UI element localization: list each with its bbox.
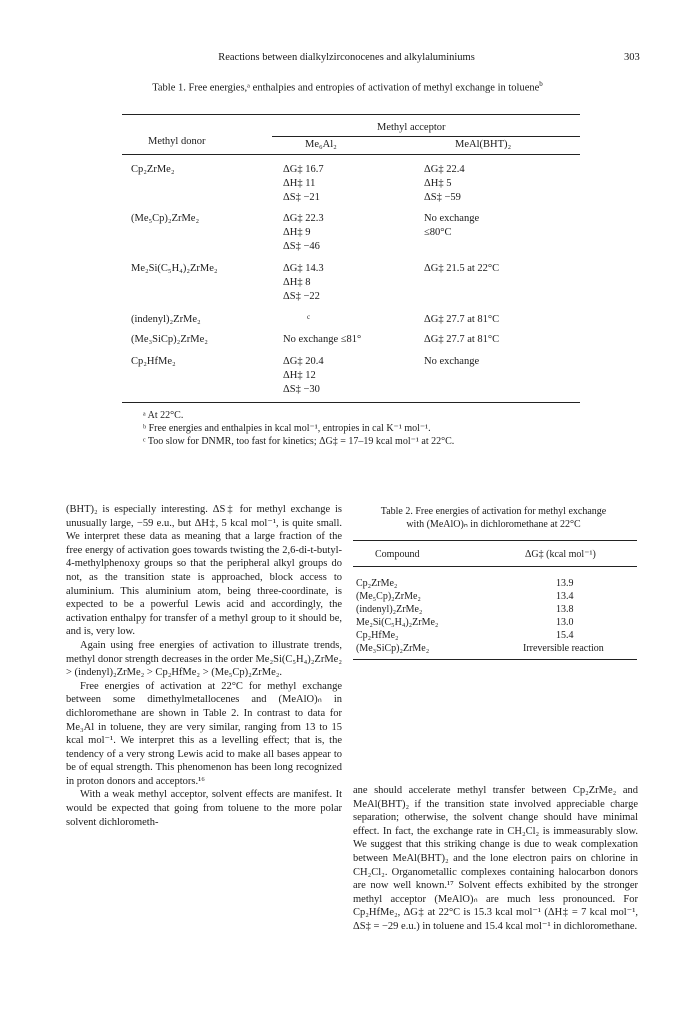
table1-footnotes	[143, 409, 583, 448]
table2-row4-value: 13.0	[556, 617, 574, 628]
table1-bottom-rule	[122, 402, 580, 403]
table1-row6-me6al2-dh: ΔH‡ 12	[283, 370, 316, 381]
table1-row6-me6al2-ds: ΔS‡ −30	[283, 384, 320, 395]
table2-row2-value: 13.4	[556, 591, 574, 602]
table1-row4-donor: (indenyl)₂ZrMe₂	[131, 314, 201, 325]
table1-row2-donor: (Me₅Cp)₂ZrMe₂	[131, 213, 200, 224]
left-column	[66, 503, 342, 829]
table2-header-rule	[353, 566, 637, 567]
table1-row2-bht-line2: ≤80°C	[424, 227, 452, 238]
right-column	[353, 784, 638, 934]
table1-row5-me6al2: No exchange ≤81°	[283, 334, 362, 345]
table1-footnote-b: ᵇ Free energies and enthalpies in kcal mol⁻¹, entropies in cal K⁻¹ mol⁻¹.	[143, 423, 431, 434]
table1-spanner: Methyl acceptor	[377, 122, 446, 133]
table1-row1-me6al2-dg: ΔG‡ 16.7	[283, 164, 324, 175]
table1-row1-me6al2-ds: ΔS‡ −21	[283, 192, 320, 203]
table1-caption	[120, 77, 575, 96]
table2-row4-compound: Me₂Si(C₅H₄)₂ZrMe₂	[356, 617, 439, 628]
table1-row1-bht-ds: ΔS‡ −59	[424, 192, 461, 203]
table2-header-dg: ΔG‡ (kcal mol⁻¹)	[525, 549, 596, 560]
table1-row2-me6al2-dg: ΔG‡ 22.3	[283, 213, 324, 224]
table1-row3-bht: ΔG‡ 21.5 at 22°C	[424, 263, 500, 274]
table1-header-donor: Methyl donor	[148, 136, 206, 147]
table1-row4-me6al2-note: c	[307, 313, 311, 321]
table1-row1-donor: Cp₂ZrMe₂	[131, 164, 175, 175]
table1-row2-me6al2-dh: ΔH‡ 9	[283, 227, 311, 238]
table1-row3-me6al2-dh: ΔH‡ 8	[283, 277, 311, 288]
table1-header-me6al2: Me₆Al₂	[305, 139, 337, 150]
table1-row6-donor: Cp₂HfMe₂	[131, 356, 176, 367]
table1-header-bht: MeAl(BHT)₂	[455, 139, 512, 150]
table1-row3-me6al2-ds: ΔS‡ −22	[283, 291, 320, 302]
table1-caption-text: Table 1. Free energies,ᵃ enthalpies and entropies of activation of methyl exchange in toluene	[152, 82, 540, 94]
table1-caption-sup: b	[539, 80, 543, 88]
table1-footnote-a: ᵃ At 22°C.	[143, 410, 184, 421]
table1-row6-bht: No exchange	[424, 356, 480, 367]
table1-footnote-c: ᶜ Too slow for DNMR, too fast for kinetics; ΔG‡ = 17–19 kcal mol⁻¹ at 22°C.	[143, 436, 455, 447]
table2-row3-value: 13.8	[556, 604, 574, 615]
table2-caption-line2: with (MeAlO)ₙ in dichloromethane at 22°C	[406, 519, 581, 530]
running-head-title: Reactions between dialkylzirconocenes and alkylaluminiums	[218, 52, 475, 63]
table1-header-rule	[122, 154, 580, 155]
table1-top-rule	[122, 114, 580, 115]
table2-row1-compound: Cp₂ZrMe₂	[356, 578, 398, 589]
table2-bottom-rule	[353, 659, 637, 660]
table1-row4-bht: ΔG‡ 27.7 at 81°C	[424, 314, 500, 325]
table1-row1-me6al2-dh: ΔH‡ 11	[283, 178, 316, 189]
table1-row2-me6al2-ds: ΔS‡ −46	[283, 241, 320, 252]
paragraph: With a weak methyl acceptor, solvent effects are manifest. It would be expected that going from toluene to the more polar solvent dichlorometh-	[66, 789, 342, 828]
table2-row5-compound: Cp₂HfMe₂	[356, 630, 399, 641]
table2-header-compound: Compound	[375, 549, 420, 560]
table1-row2-bht-line1: No exchange	[424, 213, 480, 224]
paragraph: (BHT)₂ is especially interesting. ΔS‡ for methyl exchange is unusually large, −59 e.u., but ΔH‡, 5 kcal mol⁻¹, is quite small. We interpret these data as meaning that a large fraction of the free energy of activation goes towards twisting the 2,6-di-t-butyl-4-methylphenoxy groups so that the peripheral alkyl groups do not, as the transition state is approached, block access to aluminium. This aluminium atom, being three-coordinate, is expected to be a powerful Lewis acid and accordingly, the activation enthalpy for transfer of a methyl group to it should be, and is, very low.	[66, 504, 342, 638]
paragraph: Again using free energies of activation to illustrate trends, methyl donor strength decreases in the order Me₂Si(C₅H₄)₂ZrMe₂ > (indenyl)₂ZrMe₂ > Cp₂HfMe₂ > (Me₅Cp)₂ZrMe₂.	[66, 639, 342, 679]
table2-caption-line1: Table 2. Free energies of activation for methyl exchange	[380, 506, 607, 517]
paragraph: ane should accelerate methyl transfer between Cp₂ZrMe₂ and MeAl(BHT)₂ if the transition state involved appreciable charge separation; otherwise, the solvent change should have minimal effect. In fact, the exchange rate in CH₂Cl₂ is immeasurably slow. We suggest that this striking change is due to weak complexation between MeAl(BHT)₂ and the lone electron pairs on chlorine in CH₂Cl₂. Organometallic complexes containing halocarbon donors are now well known.¹⁷ Solvent effects exhibited by the stronger methyl acceptor (MeAlO)ₙ are much less pronounced. For Cp₂HfMe₂, ΔG‡ at 22°C is 15.3 kcal mol⁻¹ (ΔH‡ = 7 kcal mol⁻¹, ΔS‡ = −29 e.u.) in toluene and 15.4 kcal mol⁻¹ in dichloromethane.	[353, 785, 638, 932]
table2-row2-compound: (Me₅Cp)₂ZrMe₂	[356, 591, 421, 602]
table1-row3-me6al2-dg: ΔG‡ 14.3	[283, 263, 324, 274]
table1-row1-bht-dh: ΔH‡ 5	[424, 178, 452, 189]
table2-row1-value: 13.9	[556, 578, 574, 589]
table2-caption	[352, 505, 635, 531]
table2-top-rule	[353, 540, 637, 541]
table2-row5-value: 15.4	[556, 630, 574, 641]
table1-spanner-rule	[272, 136, 580, 137]
paragraph: Free energies of activation at 22°C for methyl exchange between some dimethylmetallocenes and (MeAlO)ₙ in dichloromethane are shown in Table 2. In contrast to data for Me₃Al in toluene, they are very similar, ranging from 13 to 15 kcal mol⁻¹. We interpret this as a levelling effect; that is, the tendency of a very strong Lewis acid to make all bases appear to be of equal strength. This phenomenon has been long recognized in proton donors and acceptors.¹⁶	[66, 680, 342, 787]
table2-row6-compound: (Me₃SiCp)₂ZrMe₂	[356, 643, 430, 654]
table1-row5-donor: (Me₃SiCp)₂ZrMe₂	[131, 334, 208, 345]
table1-row3-donor: Me₂Si(C₅H₄)₂ZrMe₂	[131, 263, 218, 274]
table1-row6-me6al2-dg: ΔG‡ 20.4	[283, 356, 324, 367]
table1-row1-bht-dg: ΔG‡ 22.4	[424, 164, 465, 175]
table2-row6-value: Irreversible reaction	[523, 643, 604, 654]
table2-row3-compound: (indenyl)₂ZrMe₂	[356, 604, 423, 615]
table1-row5-bht: ΔG‡ 27.7 at 81°C	[424, 334, 500, 345]
page-number: 303	[624, 52, 640, 63]
